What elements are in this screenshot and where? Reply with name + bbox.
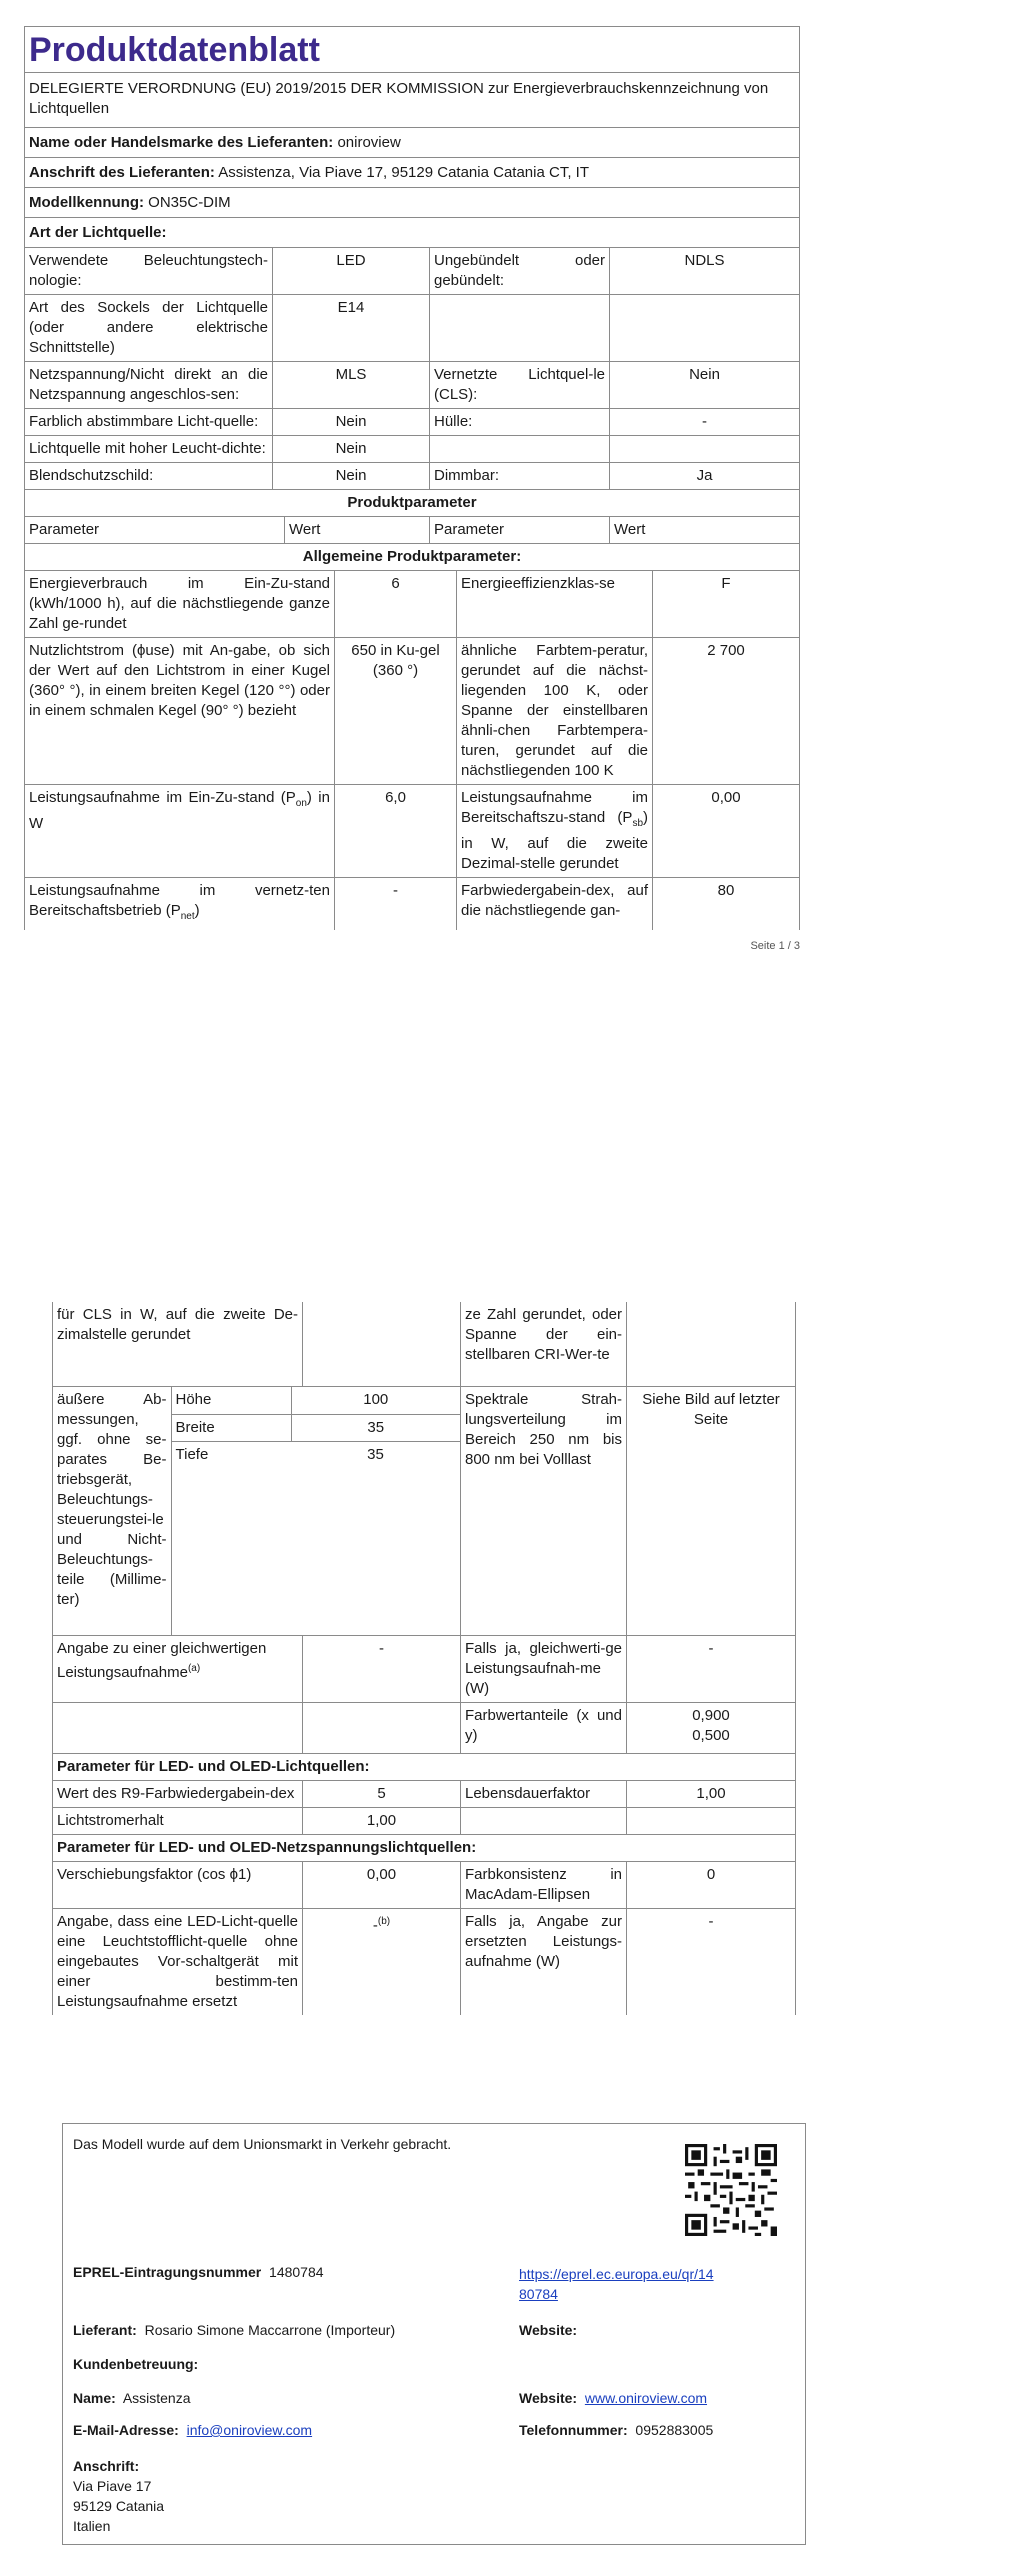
table-row bbox=[53, 1703, 796, 1754]
param-value: Nein bbox=[273, 409, 430, 436]
param-label: Wert des R9-Farbwiedergabein-dex bbox=[53, 1781, 303, 1808]
param-value: - bbox=[303, 1636, 461, 1703]
param-label: Farbkonsistenz in MacAdam-Ellipsen bbox=[461, 1862, 627, 1909]
product-params-table bbox=[24, 489, 800, 571]
text-part: Leistungsaufnahme im Bereitschaftszu-stand (P bbox=[461, 789, 648, 826]
model-row bbox=[25, 188, 799, 218]
dim-key: Tiefe bbox=[175, 1446, 209, 1464]
param-label: Dimmbar: bbox=[430, 463, 610, 490]
model-value: ON35C-DIM bbox=[148, 194, 231, 211]
eprel-value: 1480784 bbox=[269, 2264, 324, 2280]
param-value: 6,0 bbox=[335, 785, 457, 878]
param-label bbox=[457, 785, 653, 878]
param-value: 2 700 bbox=[653, 638, 800, 785]
param-value: 0,00 bbox=[303, 1862, 461, 1909]
page-1 bbox=[24, 26, 800, 952]
param-header: Parameter bbox=[430, 517, 610, 544]
param-value: Ja bbox=[610, 463, 800, 490]
datasheet-header bbox=[24, 26, 800, 248]
param-value bbox=[627, 1808, 796, 1835]
subscript: on bbox=[295, 798, 307, 809]
market-text: Das Modell wurde auf dem Unionsmarkt in Verkehr gebracht. bbox=[73, 2136, 452, 2152]
table-row bbox=[53, 1636, 796, 1703]
param-header: Parameter bbox=[25, 517, 285, 544]
param-value: 650 in Ku-gel (360 °) bbox=[335, 638, 457, 785]
param-label: Ungebündelt oder gebündelt: bbox=[430, 248, 610, 295]
table-row bbox=[25, 785, 800, 878]
param-label: Art des Sockels der Lichtquelle (oder andere elektrische Schnittstelle) bbox=[25, 295, 273, 362]
param-label: für CLS in W, auf die zweite De-zimalstelle gerundet bbox=[53, 1302, 303, 1387]
param-label: Energieeffizienzklas-se bbox=[457, 571, 653, 638]
table-row bbox=[25, 463, 800, 490]
address-line: Italien bbox=[73, 2518, 111, 2534]
table-row bbox=[53, 1302, 796, 1387]
dimensions-table bbox=[53, 1387, 460, 1635]
table-row bbox=[25, 436, 800, 463]
website-label: Website: bbox=[519, 2390, 578, 2406]
param-value: 1,00 bbox=[303, 1808, 461, 1835]
address-line: Via Piave 17 bbox=[73, 2478, 152, 2494]
param-value: NDLS bbox=[610, 248, 800, 295]
param-label: Angabe, dass eine LED-Licht-quelle eine Leuchtstofflicht-quelle ohne eingebautes Vor-schaltgerät mit einer bestimm-ten Leistungsaufnahme ersetzt bbox=[53, 1909, 303, 2016]
param-label: Vernetzte Lichtquel-le (CLS): bbox=[430, 362, 610, 409]
param-header-row bbox=[25, 517, 800, 544]
table-row bbox=[25, 571, 800, 638]
param-label: Spektrale Strah-lungsverteilung im Bereich 250 nm bis 800 nm bei Volllast bbox=[461, 1387, 627, 1636]
address-row bbox=[25, 158, 799, 188]
text-part: ) in W, auf die zweite Dezimal-stelle gerundet bbox=[461, 809, 648, 872]
param-value bbox=[610, 436, 800, 463]
table-row bbox=[25, 638, 800, 785]
table-row bbox=[53, 1781, 796, 1808]
param-header: Wert bbox=[610, 517, 800, 544]
param-label: Lichtquelle mit hoher Leucht-dichte: bbox=[25, 436, 273, 463]
model-label: Modellkennung: bbox=[29, 194, 144, 211]
chroma-y: 0,500 bbox=[692, 1727, 730, 1744]
param-label bbox=[25, 785, 335, 878]
supplier-value: oniroview bbox=[337, 134, 401, 151]
dimensions-label: äußere Ab-messungen, ggf. ohne se-parates Be-triebsgerät, Beleuchtungs-steuerungstei-le und Nicht-Beleuchtungs-teile (Millime-ter) bbox=[53, 1387, 171, 1635]
param-header: Wert bbox=[285, 517, 430, 544]
supplier-label: Name oder Handelsmarke des Lieferanten: bbox=[29, 134, 334, 151]
customer-service-label: Kundenbetreuung: bbox=[73, 2356, 199, 2372]
param-value: LED bbox=[273, 248, 430, 295]
address-value: Assistenza, Via Piave 17, 95129 Catania Catania CT, IT bbox=[218, 164, 589, 181]
param-label: Verschiebungsfaktor (cos ϕ1) bbox=[53, 1862, 303, 1909]
supplier-row bbox=[25, 128, 799, 158]
table-row bbox=[25, 248, 800, 295]
param-label bbox=[430, 436, 610, 463]
param-value: 6 bbox=[335, 571, 457, 638]
param-value: MLS bbox=[273, 362, 430, 409]
param-value bbox=[627, 1703, 796, 1754]
param-label bbox=[53, 1636, 303, 1703]
text-part: Angabe zu einer gleichwertigen Leistungsaufnahme bbox=[57, 1640, 267, 1681]
table-row bbox=[53, 1909, 796, 2016]
param-label: Verwendete Beleuchtungstech-nologie: bbox=[25, 248, 273, 295]
table-row bbox=[53, 1808, 796, 1835]
dim-value: 100 bbox=[291, 1387, 460, 1414]
phone-value: 0952883005 bbox=[635, 2422, 714, 2438]
param-value: 0,00 bbox=[653, 785, 800, 878]
address-label: Anschrift: bbox=[73, 2458, 140, 2474]
eprel-link[interactable] bbox=[519, 2264, 714, 2304]
qr-code-icon bbox=[685, 2144, 777, 2236]
superscript: (b) bbox=[377, 1916, 391, 1927]
param-label bbox=[461, 1808, 627, 1835]
supplier-row bbox=[73, 2322, 395, 2338]
param-value bbox=[303, 1909, 461, 2016]
light-type-heading: Art der Lichtquelle: bbox=[29, 224, 167, 241]
name-row bbox=[73, 2390, 191, 2406]
superscript: (a) bbox=[187, 1663, 201, 1674]
param-value: - bbox=[610, 409, 800, 436]
param-label: ähnliche Farbtem-peratur, gerundet auf die nächst-liegenden 100 K, oder Spanne der einstellbaren ähnli-chen Farbtempera-turen, gerundet auf die nächstliegenden 100 K bbox=[457, 638, 653, 785]
param-value bbox=[627, 1302, 796, 1387]
page-2 bbox=[52, 1302, 796, 2015]
website-link[interactable]: www.oniroview.com bbox=[584, 2390, 708, 2406]
table-row bbox=[53, 1862, 796, 1909]
table-row bbox=[25, 362, 800, 409]
name-label: Name: bbox=[73, 2390, 116, 2406]
phone-row bbox=[519, 2422, 713, 2438]
dim-value: 35 bbox=[291, 1414, 460, 1442]
text-part: - bbox=[372, 1917, 378, 1934]
email-link[interactable]: info@oniroview.com bbox=[186, 2422, 313, 2438]
email-row bbox=[73, 2422, 312, 2438]
supplier-label: Lieferant: bbox=[73, 2322, 137, 2338]
text-part: Leistungsaufnahme im vernetz-ten Bereitschaftsbetrieb (P bbox=[29, 882, 330, 919]
dim-value: 35 bbox=[367, 1446, 384, 1464]
param-value: - bbox=[627, 1636, 796, 1703]
table-row bbox=[25, 295, 800, 362]
param-label: Farbwertanteile (x und y) bbox=[461, 1703, 627, 1754]
param-value bbox=[303, 1302, 461, 1387]
param-value: - bbox=[335, 878, 457, 931]
table-row bbox=[25, 878, 800, 931]
text-part: ) bbox=[194, 902, 200, 919]
param-label: Lebensdauerfaktor bbox=[461, 1781, 627, 1808]
general-params-table bbox=[24, 570, 800, 930]
mains-heading: Parameter für LED- und OLED-Netzspannungslichtquellen: bbox=[53, 1835, 796, 1862]
page-3 bbox=[62, 2123, 806, 2545]
text-part: ) in W bbox=[29, 789, 330, 832]
param-label bbox=[25, 878, 335, 931]
table-row bbox=[53, 1387, 796, 1636]
param-value: - bbox=[627, 1909, 796, 2016]
eprel-link-part[interactable]: https://eprel.ec.europa.eu/qr/14 bbox=[519, 2266, 714, 2282]
subscript: sb bbox=[632, 818, 643, 829]
param-value: 5 bbox=[303, 1781, 461, 1808]
param-label: Lichtstromerhalt bbox=[53, 1808, 303, 1835]
param-label: Farblich abstimmbare Licht-quelle: bbox=[25, 409, 273, 436]
param-label: Farbwiedergabein-dex, auf die nächstliegende gan- bbox=[457, 878, 653, 931]
address-label: Anschrift des Lieferanten: bbox=[29, 164, 215, 181]
chroma-x: 0,900 bbox=[692, 1707, 730, 1724]
eprel-box bbox=[62, 2123, 806, 2545]
empty-cell bbox=[303, 1703, 461, 1754]
table-row bbox=[25, 409, 800, 436]
eprel-row bbox=[73, 2264, 324, 2280]
product-params-heading: Produktparameter bbox=[25, 490, 800, 517]
text-part: Leistungsaufnahme im Ein-Zu-stand (P bbox=[29, 789, 296, 806]
subscript: net bbox=[180, 911, 195, 922]
param-value bbox=[610, 295, 800, 362]
param-value: 1,00 bbox=[627, 1781, 796, 1808]
param-value: Siehe Bild auf letzter Seite bbox=[627, 1387, 796, 1636]
param-label: Blendschutzschild: bbox=[25, 463, 273, 490]
page-number: Seite 1 / 3 bbox=[750, 940, 800, 952]
regulation-subtitle: DELEGIERTE VERORDNUNG (EU) 2019/2015 DER KOMMISSION zur Energieverbrauchskennzeichnung von Lichtquellen bbox=[25, 73, 799, 128]
website-label: Website: bbox=[519, 2322, 578, 2338]
address-line: 95129 Catania bbox=[73, 2498, 165, 2514]
param-label: Energieverbrauch im Ein-Zu-stand (kWh/1000 h), auf die nächstliegende ganze Zahl ge-rundet bbox=[25, 571, 335, 638]
param-label bbox=[430, 295, 610, 362]
address-block bbox=[73, 2456, 164, 2536]
param-value: Nein bbox=[610, 362, 800, 409]
param-label: Falls ja, gleichwerti-ge Leistungsaufnah-me (W) bbox=[461, 1636, 627, 1703]
general-params-heading: Allgemeine Produktparameter: bbox=[25, 544, 800, 571]
params-continued-table bbox=[52, 1302, 796, 2015]
param-label: Falls ja, Angabe zur ersetzten Leistungs-aufnahme (W) bbox=[461, 1909, 627, 2016]
param-value: Nein bbox=[273, 436, 430, 463]
page-title: Produktdatenblatt bbox=[25, 27, 799, 73]
dimensions-cell bbox=[53, 1387, 461, 1636]
light-type-table bbox=[24, 247, 800, 490]
param-label: Nutzlichtstrom (ϕuse) mit An-gabe, ob sich der Wert auf den Lichtstrom in einer Kugel (360° °), in einem breiten Kegel (120 °°) oder in einem schmalen Kegel (90° °) bezieht bbox=[25, 638, 335, 785]
email-label: E-Mail-Adresse: bbox=[73, 2422, 179, 2438]
param-value: F bbox=[653, 571, 800, 638]
eprel-label: EPREL-Eintragungsnummer bbox=[73, 2264, 262, 2280]
name-value: Assistenza bbox=[122, 2390, 191, 2406]
param-label: Netzspannung/Nicht direkt an die Netzspannung angeschlos-sen: bbox=[25, 362, 273, 409]
eprel-link-part[interactable]: 80784 bbox=[519, 2286, 558, 2302]
param-value: 0 bbox=[627, 1862, 796, 1909]
supplier-value: Rosario Simone Maccarrone (Importeur) bbox=[144, 2322, 396, 2338]
param-label: ze Zahl gerundet, oder Spanne der ein-stellbaren CRI-Wer-te bbox=[461, 1302, 627, 1387]
dim-key: Breite bbox=[171, 1414, 291, 1442]
led-heading: Parameter für LED- und OLED-Lichtquellen: bbox=[53, 1754, 796, 1781]
param-label: Hülle: bbox=[430, 409, 610, 436]
param-value: 80 bbox=[653, 878, 800, 931]
website-row bbox=[519, 2390, 707, 2406]
dim-key: Höhe bbox=[171, 1387, 291, 1414]
param-value: E14 bbox=[273, 295, 430, 362]
param-value: Nein bbox=[273, 463, 430, 490]
empty-cell bbox=[53, 1703, 303, 1754]
phone-label: Telefonnummer: bbox=[519, 2422, 628, 2438]
